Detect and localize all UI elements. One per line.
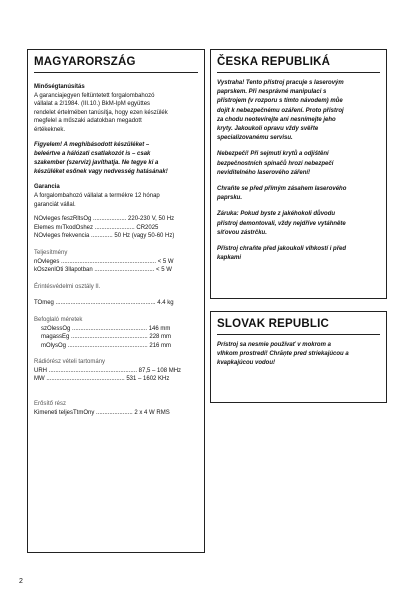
guarantee-text	[34, 192, 198, 209]
text-line: za chodu neotevírejte ani nesnímejte jeho	[217, 116, 336, 123]
text-line: készüléket esőnek vagy nedvesség hatásának!	[34, 169, 168, 176]
text-line: Nebezpečí! Při sejmutí krytů a odjištění	[217, 151, 329, 158]
text-line: síťovou zástrčku.	[217, 229, 267, 236]
text-line: kryty. Jakoukoli opravu vždy svěřte	[217, 126, 319, 133]
czech-paragraph	[217, 150, 380, 178]
mass-line: TOmeg ............................................................ 4.4 kg	[34, 300, 174, 307]
text-line: vlhkom prostredí! Chrăņte pred striekajúcou a	[217, 351, 349, 358]
slovak-content	[211, 335, 386, 369]
spec-line: kOszenlOti 3llapotban .................................... < 5 W	[34, 267, 172, 274]
radio-heading: Rádiórész vételi tartomány	[34, 359, 106, 366]
radio-specs	[34, 367, 198, 384]
guarantee-heading: Garancia	[34, 184, 60, 191]
text-line: paprsku.	[217, 195, 243, 202]
text-line: Prístroj sa nesmie používať v mokrom a	[217, 342, 331, 348]
text-line: Přístroj chraňte před jakoukoli vlhkostí i před	[217, 246, 347, 253]
text-line: vállalat a 2/1984. (III.10.) BkM-IpM együttes	[34, 101, 151, 108]
czech-paragraph	[217, 185, 380, 203]
czech-paragraph	[217, 210, 380, 238]
amp-line: Kimeneti teljesTtmOny ...................... 2 x 4 W RMS	[34, 409, 170, 416]
text-line: kvapkajúcou vodou!	[217, 360, 276, 367]
text-line: Záruka: Pokud byste z jakéhokoli důvodu	[217, 211, 336, 218]
text-line: přístrojem (v rozporu s tímto návodem) můe	[217, 98, 343, 105]
spec-line: szOlessOg ............................................. 146 mm	[41, 325, 171, 332]
spec-line: URH ..................................................... 87,5 – 108 MHz	[34, 367, 182, 374]
text-line: garanciát vállal.	[34, 201, 76, 208]
page-number: 2	[19, 578, 23, 585]
slovak-section	[210, 311, 387, 403]
czech-section	[210, 49, 387, 299]
text-line: A garanciajegyen feltüntetett forgalombahozó	[34, 92, 155, 99]
text-line: kapkami	[217, 255, 242, 262]
amp-heading: Erősítő rész	[34, 401, 67, 408]
text-line: neviditelného laserového záření!	[217, 169, 311, 176]
warranty-text	[34, 92, 198, 135]
protection-class: Érintésvédelmi osztály II.	[34, 283, 101, 290]
text-line: értékeknek.	[34, 126, 66, 133]
text-line: szakember (szerviz) javíthatja. Ne tegye ki a	[34, 159, 159, 166]
hungary-section	[27, 49, 205, 553]
czech-paragraph	[217, 79, 380, 143]
text-line: bezpečnostních spínačů hrozí nebezpečí	[217, 160, 334, 167]
warning-text	[34, 141, 198, 178]
text-line: beleértve a hálózati csatlakozót is – csak	[34, 150, 151, 157]
czech-title: ČESKA REPUBLIKÁ	[217, 56, 331, 68]
text-line: Vystraha! Tento přístroj pracuje s laserovým	[217, 80, 344, 86]
dimensions-heading: Befoglaló méretek	[34, 316, 83, 323]
text-line: dojít k nebezpečnému ozáření. Proto přístroj	[217, 107, 344, 114]
text-line: paprskem. Při nesprávné manipulaci s	[217, 89, 327, 96]
spec-line: mOlysOg ................................................ 216 mm	[41, 342, 172, 349]
warranty-heading: Minőségtanúsítás	[34, 84, 85, 90]
performance-heading: Teljesítmény	[34, 249, 68, 256]
spec-line: NOvleges frekvencia ............. 50 Hz (vagy 50-60 Hz)	[34, 233, 175, 240]
text-line: A forgalombahozó vállalat a termékre 12 hónap	[34, 192, 160, 199]
spec-line: nOvleges ......................................................... < 5 W	[34, 258, 174, 265]
text-line: rendelet értelmében tanúsítja, hogy ezen készülék	[34, 109, 168, 116]
hungary-title: MAGYARORSZÁG	[34, 56, 136, 68]
czech-paragraph	[217, 245, 380, 263]
text-line: megfelel a műszaki adatokban megadott	[34, 118, 142, 125]
power-specs	[34, 215, 198, 241]
spec-line: NOvleges feszRltsOg .................... 220-230 V, 50 Hz	[34, 216, 175, 223]
spec-line: Elemes mıTkodOshez ........................ CR2025	[34, 224, 159, 231]
spec-line: MW ............................................... 531 – 1602 KHz	[34, 376, 170, 383]
text-line: Chraňte se před přímým zásahem laserového	[217, 186, 347, 193]
text-line: specializovanému servisu.	[217, 135, 293, 142]
text-line: Figyelem! A meghibásodott készüléket –	[34, 141, 150, 148]
czech-content	[211, 73, 386, 263]
performance-specs	[34, 258, 198, 275]
text-line: přístroj demontovali, vždy nejdříve vytáhněte	[217, 220, 346, 227]
spec-line: magassEg .............................................. 228 mm	[41, 334, 172, 341]
slovak-title: SLOVAK REPUBLIC	[217, 318, 330, 330]
slovak-paragraph	[217, 341, 380, 369]
hungary-content	[28, 73, 204, 417]
dimension-specs	[34, 325, 198, 351]
